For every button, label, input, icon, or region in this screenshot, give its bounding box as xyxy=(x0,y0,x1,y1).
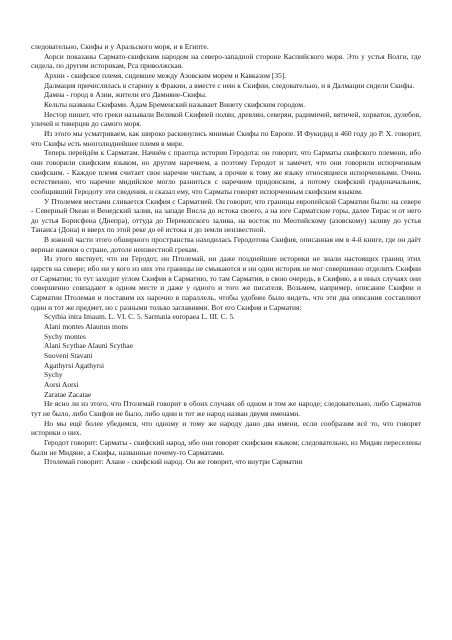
paragraph: Не ясно ли из этого, что Птолемай говорит в обоих случаях об одном и том же народе; следовательно, либо Сарматов тут не было, либо Скифов не было, либо один и тот же народ назван двумя именами. xyxy=(31,399,421,418)
latin-line: Sychy montes xyxy=(44,331,86,341)
latin-line: Sychy xyxy=(44,370,63,380)
paragraph: Птолемай говорит: Алане - скифский народ. Он же говорит, что внутри Сарматии xyxy=(44,457,303,467)
latin-line: Zaratae Zacatae xyxy=(44,389,92,399)
paragraph: Теперь перейдём к Сарматам. Начнём с праотца истории Геродота: он говорит, что Сарматы скифского племени, ибо они говорили скифским языком, но другим наречием, а поэтому Геродот и замечет, что они говорили испорченным скифским. - Каждое племя считает свое наречие чистым, а прочие к тому же языку относящиеся испорченными. Очень естественно, что наречие мидийское могло разниться с наречием придонским, а потому скифский градоначальник, сообщивший Геродоту эти сведения, и сказал ему, что Сарматы говорят испорченным скифским языком. xyxy=(31,148,421,196)
paragraph: Кельты названы Скифами. Адам Бременский называет Винету скифским городом. xyxy=(44,99,305,109)
paragraph: У Птолемея местами сливается Скифия с Сарматией. Он говорит, что границы европейской Сарматии были: на севере - Северный Океан и Венедский залив, на западе Висла до истока своего, а на юге Сарматские горы, далее Тирас и от него до устья Борисфена (Днепра), оттуда до Перекопского залива, на восток по Меотийскому (азовскому) заливу до устья Танаиса (Дона) и вверх по этой реке до её истока и до земли неизвестной. xyxy=(31,196,421,235)
latin-line: Scythia intra Imaum. L. VI. C. 5. Sarmatia europaea L. III. C. 5. xyxy=(44,312,235,322)
paragraph: следовательно, Скифы и у Аральского моря, и в Египте. xyxy=(31,42,209,51)
paragraph: Геродот говорит: Сарматы - скифский народ, ибо они говорят скифским языком; следовательно, из Мидии переселены были не Мидяне, а Скифы, названные почему-то Сарматами. xyxy=(31,437,421,457)
latin-line: Suoveni Stavani xyxy=(44,351,93,360)
latin-line: Agathyrsi Agathyrsi xyxy=(44,360,105,370)
paragraph: Нестор пишет, что греки называли Великой Скифией полян, древлян, северян, радимичей, вятичей, хорватов, дулебов, уличей и тиверцев до самого моря. xyxy=(31,109,421,129)
paragraph: Аорси показаны Сармато-скифским народом на северо-западной стороне Каспийского моря. Это у устья Волги, где сидела, по другим историкам, Рса приволжская. xyxy=(31,51,421,71)
paragraph: Дамна - город в Азии, жители его Дамняне-Скифы. xyxy=(44,90,207,100)
paragraph: Из этого мы усматриваем, как широко раскинулись мнимые Скифы по Европе. И Фукидид в 460 году до Р. Х. говорит, что Скифы есть многолюднейшее племя в мире. xyxy=(31,128,421,148)
paragraph: Архии - скифское племя, сидевшее между Азовским морем и Кавказом [35]. xyxy=(44,70,287,80)
latin-line: Aorsi Aorsi xyxy=(44,379,79,389)
latin-line: Alani montes Alaunus mons xyxy=(44,322,129,332)
latin-line: Alani Scythae Alauni Scythae xyxy=(44,341,134,351)
latin-list xyxy=(31,312,421,399)
paragraph: Из этого явствует, что ни Геродот, ни Птолемай, ни даже позднейшие историки не знали настоящих границ этих царств на севере; ибо ни у кого из них эти границы не смыкаются и ни один историк не мог совершенно отделить Скифии от Сарматии; то тут заходит углом Скифия в Сарматию, то там Сарматия, в свою очередь, в Скифию, а в иных случаях они совершенно совпадают в одном месте и даже у одного и того же писателя. Возьмем, например, описание Скифии и Сарматии Птолемая и поставим их нарочно в параллель, чтобы удобнее было видеть, что эти два описания составляют один и тот же предмет, но с разными только заглавиями. Вот его Скифия и Сарматия: xyxy=(31,254,421,312)
paragraph: Но мы ещё более убедимся, что одному и тому же народу дано два имени, если сообразим всё то, что говорят историки о них. xyxy=(31,418,421,438)
paragraph: Далмация причислялась в старину к Фракии, а вместе с нею к Скифии, следовательно, и в Далмации сидели Скифы. xyxy=(44,80,415,90)
paragraph: В южной части этого обширного пространства находилась Геродотова Скифия, описанная им в 4-й книге, где он даёт верные намеки о стране, дотоле неизвестной грекам. xyxy=(31,235,421,254)
